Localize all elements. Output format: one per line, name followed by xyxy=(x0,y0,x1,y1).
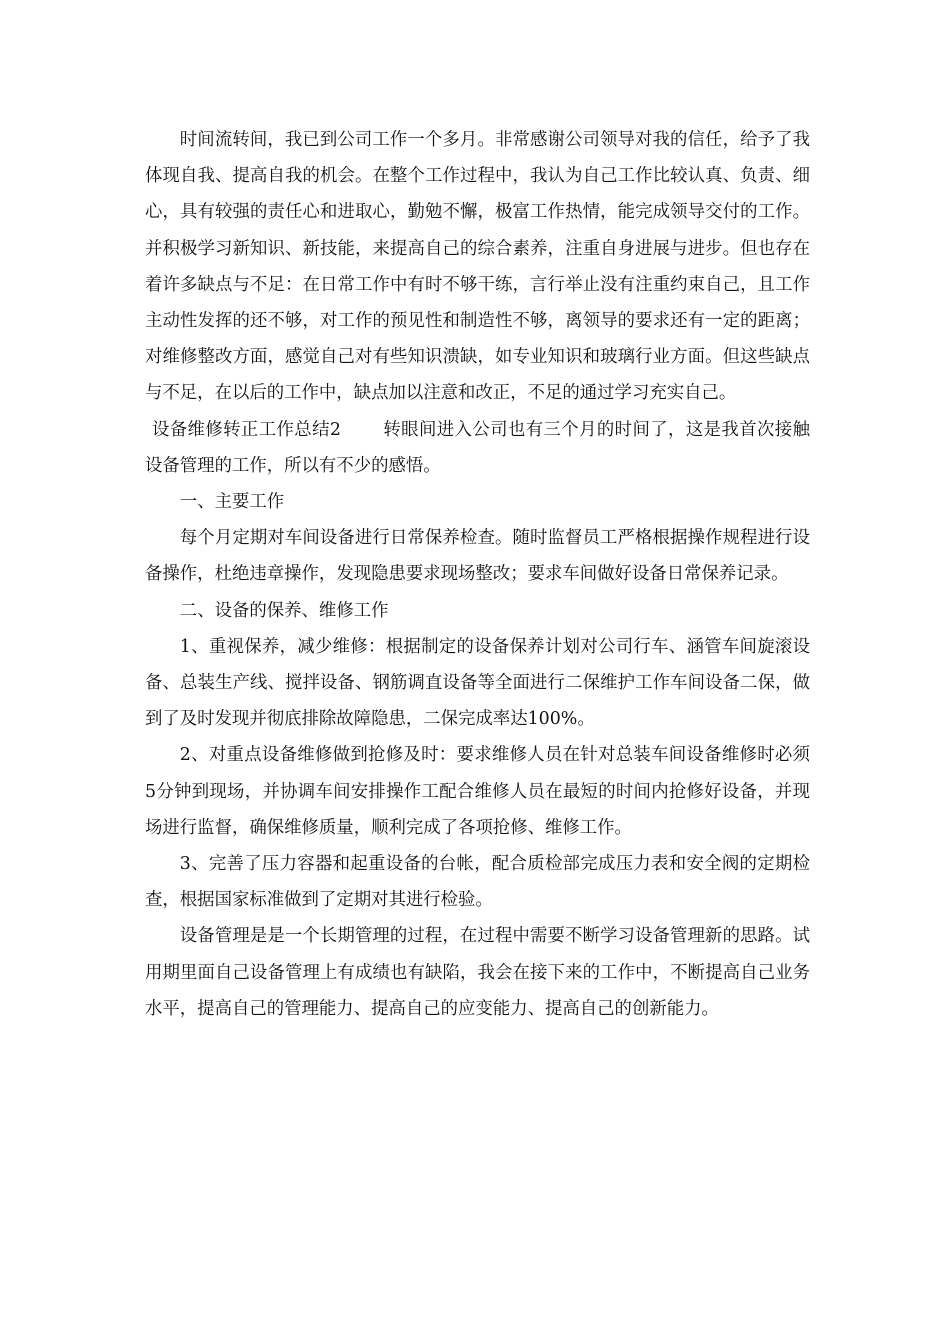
paragraph-item-1: 1、重视保养，减少维修：根据制定的设备保养计划对公司行车、涵管车间旋滚设备、总装生产线、搅拌设备、钢筋调直设备等全面进行二保维护工作车间设备二保，做到了及时发现并彻底排除故障隐患，二保完成率达100%。 xyxy=(145,636,810,730)
section-2-heading-line xyxy=(145,412,810,484)
paragraph-item-2: 2、对重点设备维修做到抢修及时：要求维修人员在针对总装车间设备维修时必须5分钟到现场，并协调车间安排操作工配合维修人员在最短的时间内抢修好设备，并现场进行监督，确保维修质量，顺利完成了各项抢修、维修工作。 xyxy=(145,745,810,838)
section-2-intro: 转眼间进入公司也有三个月的时间了，这是我首次接触设备管理的工作，所以有不少的感悟。 xyxy=(145,419,810,476)
section-2-title: 设备维修转正工作总结2 xyxy=(151,419,341,440)
heading-maintenance: 二、设备的保养、维修工作 xyxy=(179,600,389,621)
paragraph-intro: 时间流转间，我已到公司工作一个多月。非常感谢公司领导对我的信任，给予了我体现自我、提高自我的机会。在整个工作过程中，我认为自己工作比较认真、负责、细心，具有较强的责任心和进取心，勤勉不懈，极富工作热情，能完成领导交付的工作。并积极学习新知识、新技能，来提高自己的综合素养，注重自身进展与进步。但也存在着许多缺点与不足：在日常工作中有时不够干练，言行举止没有注重约束自己，且工作主动性发挥的还不够，对工作的预见性和制造性不够，离领导的要求还有一定的距离；对维修整改方面，感觉自己对有些知识溃缺，如专业知识和玻璃行业方面。但这些缺点与不足，在以后的工作中，缺点加以注意和改正，不足的通过学习充实自己。 xyxy=(145,130,810,404)
document-page xyxy=(145,122,810,1027)
paragraph-conclusion: 设备管理是是一个长期管理的过程，在过程中需要不断学习设备管理新的思路。试用期里面自己设备管理上有成绩也有缺陷，我会在接下来的工作中，不断提高自己业务水平，提高自己的管理能力、提高自己的应变能力、提高自己的创新能力。 xyxy=(145,926,810,1019)
paragraph-main-work: 每个月定期对车间设备进行日常保养检查。随时监督员工严格根据操作规程进行设备操作，杜绝违章操作，发现隐患要求现场整改；要求车间做好设备日常保养记录。 xyxy=(145,528,810,585)
heading-main-work: 一、主要工作 xyxy=(179,492,285,513)
paragraph-item-3: 3、完善了压力容器和起重设备的台帐，配合质检部完成压力表和安全阀的定期检查，根据国家标准做到了定期对其进行检验。 xyxy=(145,854,810,911)
